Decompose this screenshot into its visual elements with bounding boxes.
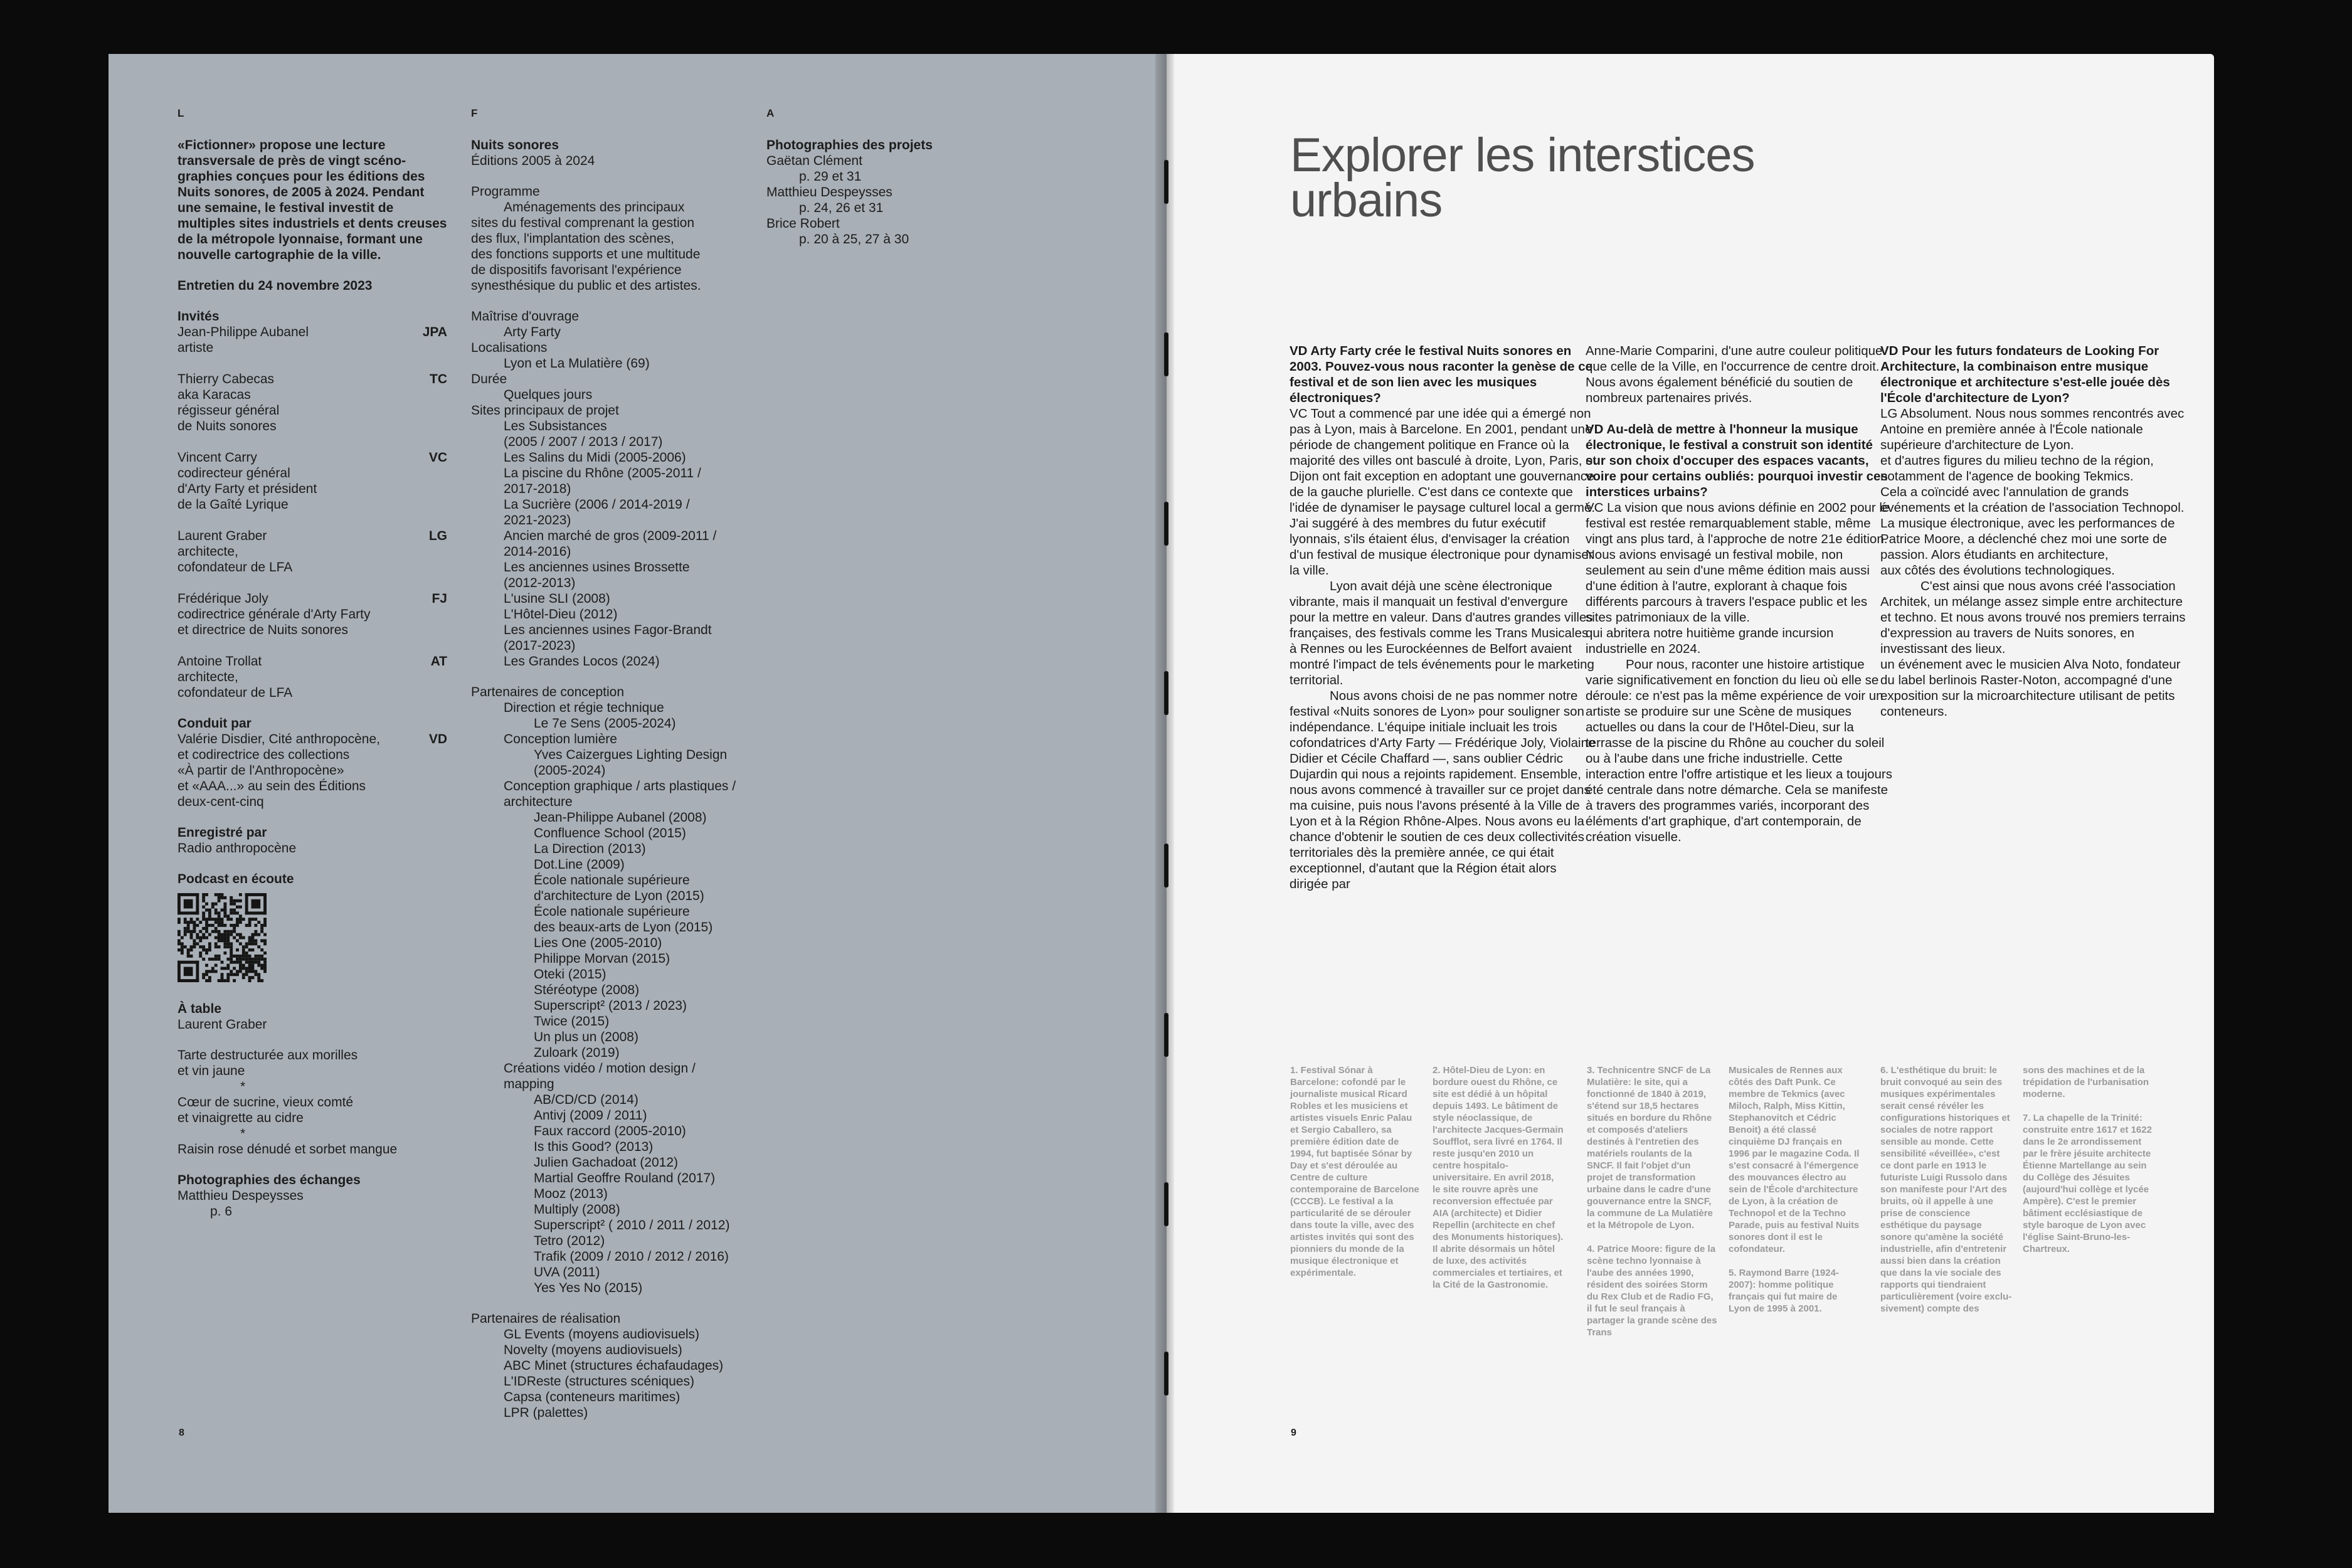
article-column-2 — [1586, 343, 1893, 845]
intro-text: «Fictionner» propose une lecture transversale de près de vingt scénographies conçues pour les éditions des Nuits sonores, de 2005 à 2024. Pendant une semaine, le festival investit de multiples sites industriels et dents creuses de la métropole lyonnaise, formant une nouvelle cartographie de la ville. — [177, 138, 447, 262]
guest-entry — [177, 324, 447, 356]
footnote: 7. La chapelle de la Trinité: construite entre 1617 et 1622 dans le 2e arrondissement par le frère jésuite architecte Étienne Martellange au sein du Collège des Jésuites (aujourd'hui collège et lycée Ampère). C'est le premier bâtiment ecclésiastique de style baroque de Lyon avec l'église Saint-Bruno-les-Chartreux. — [2023, 1113, 2152, 1254]
site-item: Les anciennes usines Fagor-Brandt — [504, 623, 712, 637]
recorded-heading: Enregistré par — [177, 825, 267, 840]
staple-stitch — [1164, 1013, 1168, 1057]
led-line: deux-cent-cinq — [177, 795, 264, 809]
answer-paragraph: LG Absolument. Nous nous sommes rencontrés avec Antoine en première année à l'École nationale supérieure d'architecture de Lyon. — [1880, 406, 2185, 452]
staple-stitch — [1164, 671, 1168, 715]
interview-question: VD Pour les futurs fondateurs de Looking For Architecture, la combinaison entre musique électronique et architecture s'est-elle jouée dès l'École d'architecture de Lyon? — [1880, 344, 2170, 405]
menu-item: * — [240, 1126, 246, 1141]
site-item: (2005 / 2007 / 2013 / 2017) — [504, 435, 663, 449]
duree-label: Durée — [471, 372, 507, 386]
guest-line: régisseur général — [177, 403, 280, 418]
title-line: Explorer les interstices — [1290, 129, 1755, 182]
answer-paragraph: VC Tout a commencé par une idée qui a émergé non pas à Lyon, mais à Barcelone. En 2001, pendant une période de changement politique en France où la majorité des villes ont basculé à droite, Lyon, Paris, et Dijon ont fait exception en adoptant une gouvernance de la gauche plurielle. C'est dans ce contexte que l'idée de dynamiser le paysage culturel local a germé. — [1290, 406, 1597, 515]
guest-line: et directrice de Nuits sonores — [177, 623, 348, 637]
video-item: Superscript² ( 2010 / 2011 / 2012) — [534, 1218, 730, 1232]
video-item: AB/CD/CD (2014) — [534, 1093, 638, 1107]
footnote: 1. Festival Sónar à Barcelone: cofondé par le journaliste musical Ricard Robles et les musiciens et artistes visuels Enric Palau et Sergio Caballero, sa première édition date de 1994, fut baptisée Sónar by Day et s'est déroulée au Centre de culture contemporaine de Barcelone (CCCB). Le festival a la particularité de se dérouler dans toute la ville, avec des artistes invités qui sont des pionniers du monde de la musique électronique et expérimentale. — [1290, 1065, 1419, 1278]
guest-entry — [177, 528, 447, 575]
realisation-item: LPR (palettes) — [504, 1406, 588, 1420]
sites-label: Sites principaux de projet — [471, 403, 619, 418]
photos-name: Matthieu Despeysses — [177, 1189, 304, 1203]
graphic-item: Zuloark (2019) — [534, 1046, 620, 1060]
site-item: Ancien marché de gros (2009-2011 / — [504, 529, 717, 543]
loc-label: Localisations — [471, 341, 548, 355]
page-number-left: 8 — [179, 1428, 184, 1438]
article-column-3 — [1880, 343, 2188, 719]
lumiere-item: Yves Caizergues Lighting Design — [534, 748, 728, 762]
guest-entry — [177, 371, 447, 434]
graphic-item: Stéréotype (2008) — [534, 983, 640, 997]
video-item: Antivj (2009 / 2011) — [534, 1108, 647, 1123]
guest-name — [177, 371, 430, 434]
graphic-item: Jean-Philippe Aubanel (2008) — [534, 810, 707, 825]
footnote: Musicales de Rennes aux côtés des Daft Punk. Ce membre de Tekmics (avec Miloch, Ralph, Miss Kittin, Stephanovitch et Cédric Benoit) a été classé cinquième DJ français en 1996 par le magazine Coda. Il s'est consacré à l'émergence des mouvances électro au sein de l'École d'architecture de Lyon, à la création de Technopol et de la Techno Parade, puis au festival Nuits sonores dont il est le cofondateur. — [1729, 1065, 1860, 1254]
answer-paragraph: C'est ainsi que nous avons créé l'association Architek, un mélange assez simple entre architecture et techno. Et nous avons trouvé nos premiers terrains d'expression au travers de Nuits sonores, en investissant des lieux. — [1880, 579, 2186, 656]
interview-question: VD Au-delà de mettre à l'honneur la musique électronique, le festival a construit son identité sur son choix d'occuper des espaces vacants, voire pour certains oubliés: pourquoi investir ces interstices urbains? — [1586, 422, 1888, 499]
footnote: 2. Hôtel-Dieu de Lyon: en bordure ouest du Rhône, ce site est dédié à un hôpital depuis 1493. Le bâtiment de style néoclassique, de l'architecte Jacques-Germain Soufflot, sera livré en 1764. Il reste jusqu'en 2010 un centre hospitalo-universitaire. En avril 2018, le site rouvre après une reconversion effectuée par AIA (architecte) et Didier Repellin (architecte en chef des Monuments historiques). Il abrite désormais un hôtel de luxe, des activités commerciales et tertiaires, et la Cité de la Gastronomie. — [1433, 1065, 1564, 1290]
loc-value: Lyon et La Mulatière (69) — [504, 356, 650, 371]
project-heading: Nuits sonores — [471, 138, 559, 152]
graphic-item: École nationale supérieure — [534, 873, 690, 887]
led-entry — [177, 731, 447, 810]
staple-stitch — [1164, 1182, 1168, 1226]
staple-stitch — [1164, 844, 1168, 887]
guest-line: cofondateur de LFA — [177, 560, 293, 575]
answer-paragraph: Nous avons choisi de ne pas nommer notre festival «Nuits sonores de Lyon» pour souligner son indépendance. L'équipe initiale incluait les trois cofondatrices d'Arty Farty — Frédérique Joly, Violaine Didier et Cécile Chaffard —, sans oublier Cédric Dujardin qui nous a rejoints rapidement. Ensemble, nous avons commencé à travailler sur ce projet dans ma cuisine, puis nous l'avons présenté à la Ville de Lyon et à la Région Rhône-Alpes. Nous avons eu la chance d'obtenir le soutien de ces deux collectivités territoriales dès la première année, ce qui était exceptionnel, d'autant que la Région était alors dirigée par — [1290, 689, 1596, 891]
guest-line: codirectrice générale d'Arty Farty — [177, 607, 371, 622]
realisation-item: Capsa (conteneurs maritimes) — [504, 1390, 681, 1404]
graphic-label-line: Conception graphique / arts plastiques / — [504, 779, 736, 793]
answer-paragraph: Anne-Marie Comparini, d'une autre couleur politique que celle de la Ville, en l'occurrence de centre droit. Nous avons également bénéficié du soutien de nombreux partenaires privés. — [1586, 344, 1883, 405]
duree-value: Quelques jours — [504, 388, 593, 402]
guest-line: artiste — [177, 341, 214, 355]
footnote-column — [1587, 1064, 1719, 1350]
footnote: 5. Raymond Barre (1924-2007): homme politique français qui fut maire de Lyon de 1995 à 2001. — [1729, 1268, 1839, 1314]
site-item: (2012-2013) — [504, 576, 576, 590]
video-item: Julien Gachadoat (2012) — [534, 1155, 678, 1170]
site-item: Les Grandes Locos (2024) — [504, 654, 660, 669]
guest-line: architecte, — [177, 544, 238, 559]
led-line: «À partir de l'Anthropocène» — [177, 763, 344, 778]
video-item: Tetro (2012) — [534, 1234, 605, 1248]
column-letter: F — [471, 107, 478, 119]
graphic-item: Dot.Line (2009) — [534, 857, 625, 872]
programme-line: de dispositifs favorisant l'expérience — [471, 263, 682, 277]
graphic-item: Oteki (2015) — [534, 967, 607, 982]
programme-line: sites du festival comprenant la gestion — [471, 216, 695, 230]
footnote-column — [1880, 1064, 2012, 1327]
answer-paragraph: aux côtés des évolutions technologiques. — [1880, 563, 2115, 578]
guest-entry — [177, 450, 447, 512]
answer-paragraph: Pour nous, raconter une histoire artistique varie significativement en fonction du lieu où elle se déroule: ce n'est pas la même expérience de voir un artiste se produire sur une Scène de musiques actuelles ou dans la cour de l'Hôtel-Dieu, sur la terrasse de la piscine du Rhône au coucher du soleil ou à l'aube dans une friche industrielle. Cette interaction entre l'offre artistique et les lieux a toujours été centrale dans notre démarche. Cela se manifeste à travers des programmes variés, incorporant des éléments d'art graphique, d'art contemporain, de création visuelle. — [1586, 657, 1892, 844]
guest-line: Thierry Cabecas — [177, 372, 275, 386]
footnote-column — [1433, 1064, 1564, 1303]
graphic-item: d'architecture de Lyon (2015) — [534, 889, 704, 903]
guest-line: aka Karacas — [177, 388, 251, 402]
video-list — [471, 1092, 766, 1296]
guest-line: cofondateur de LFA — [177, 686, 293, 700]
realisation-item: Novelty (moyens audiovisuels) — [504, 1343, 682, 1357]
project-editions: Éditions 2005 à 2024 — [471, 154, 595, 168]
site-item: 2017-2018) — [504, 482, 571, 496]
programme-label: Programme — [471, 184, 540, 199]
staple-stitch — [1164, 332, 1168, 376]
guest-name — [177, 591, 432, 638]
title-line: urbains — [1290, 174, 1443, 227]
video-label — [471, 1061, 766, 1092]
video-item: UVA (2011) — [534, 1265, 600, 1279]
partners-label: Partenaires de conception — [471, 685, 624, 699]
guests-list — [177, 324, 447, 701]
video-item: Yes Yes No (2015) — [534, 1281, 643, 1295]
graphic-item: des beaux-arts de Lyon (2015) — [534, 920, 713, 935]
video-item: Faux raccord (2005-2010) — [534, 1124, 686, 1138]
answer-paragraph: J'ai suggéré à des membres du futur exécutif lyonnais, s'ils étaient élus, d'envisager la création d'un festival de musique électronique pour dynamiser la ville. — [1290, 516, 1593, 578]
guest-line: Jean-Philippe Aubanel — [177, 325, 309, 339]
column-credits-interview — [177, 105, 447, 1219]
programme-text — [471, 199, 766, 294]
guest-line: d'Arty Farty et président — [177, 482, 317, 496]
guest-code: LG — [428, 529, 447, 543]
menu-item: Tarte destructurée aux morilles — [177, 1048, 358, 1062]
credit-name: Brice Robert — [766, 216, 840, 231]
answer-paragraph: un événement avec le musicien Alva Noto, fondateur du label berlinois Raster-Noton, accompagné d'une exposition sur la microarchitecture utilisant de petits conteneurs. — [1880, 657, 2181, 719]
guest-name — [177, 528, 429, 575]
guest-line: architecte, — [177, 670, 238, 684]
graphic-label-line: architecture — [504, 795, 573, 809]
lumiere-label: Conception lumière — [504, 732, 617, 746]
guest-code: JPA — [422, 325, 447, 339]
spacer — [1586, 406, 1893, 421]
programme-line: Aménagements des principaux — [504, 200, 685, 215]
credit-pages: p. 29 et 31 — [799, 169, 862, 184]
video-label-line: mapping — [504, 1077, 554, 1091]
moa-label: Maîtrise d'ouvrage — [471, 309, 580, 324]
answer-paragraph: qui abritera notre huitième grande incursion industrielle en 2024. — [1586, 626, 1834, 656]
podcast-qr-code[interactable] — [177, 893, 267, 982]
video-item: Multiply (2008) — [534, 1202, 620, 1217]
guest-entry — [177, 654, 447, 701]
menu-item: et vinaigrette au cidre — [177, 1111, 304, 1125]
led-row — [177, 731, 447, 810]
graphic-item: Confluence School (2015) — [534, 826, 686, 840]
podcast-heading: Podcast en écoute — [177, 872, 294, 886]
column-photo-credits — [766, 105, 1017, 247]
staple-stitch — [1164, 502, 1168, 546]
lumiere-list — [471, 747, 766, 778]
footnote-column — [1290, 1064, 1422, 1291]
graphic-label — [471, 778, 766, 810]
lumiere-item: (2005-2024) — [534, 763, 606, 778]
credit-pages: p. 20 à 25, 27 à 30 — [799, 232, 909, 246]
site-item: Les Subsistances — [504, 419, 607, 433]
site-item: (2017-2023) — [504, 638, 576, 653]
answer-paragraph: Lyon avait déjà une scène électronique vibrante, mais il manquait un festival d'envergure pour la mettre en valeur. Dans d'autres grandes villes françaises, des festivals comme les Trans Musicales à Rennes ou les Eurockéennes de Belfort avaient montré l'impact de tels événements pour le marketing territorial. — [1290, 579, 1594, 687]
credit-name: Matthieu Despeysses — [766, 185, 893, 199]
article-column-1 — [1290, 343, 1597, 892]
led-heading: Conduit par — [177, 716, 252, 731]
footnote: sons des machines et de la trépidation de l'urbanisation moderne. — [2023, 1065, 2149, 1099]
video-item: Trafik (2009 / 2010 / 2012 / 2016) — [534, 1249, 729, 1264]
menu-item: Raisin rose dénudé et sorbet mangue — [177, 1142, 398, 1157]
guest-code: TC — [430, 372, 447, 386]
guest-code: AT — [430, 654, 447, 669]
guest-line: de Nuits sonores — [177, 419, 277, 433]
led-name — [177, 731, 429, 810]
answer-paragraph: Cela a coïncidé avec l'annulation de grands événements et la création de l'association Technopol. La musique électronique, avec les performances de Patrice Moore, a déclenché chez moi une sorte de passion. Alors étudiants en architecture, — [1880, 485, 2185, 562]
column-letter: A — [766, 107, 775, 119]
led-code: VD — [428, 732, 447, 746]
site-item: 2021-2023) — [504, 513, 571, 527]
site-item: Les Salins du Midi (2005-2006) — [504, 450, 686, 465]
realisation-item: ABC Minet (structures échafaudages) — [504, 1359, 724, 1373]
led-line: Valérie Disdier, Cité anthropocène, — [177, 732, 380, 746]
realisation-item: GL Events (moyens audiovisuels) — [504, 1327, 700, 1342]
site-item: La Sucrière (2006 / 2014-2019 / — [504, 497, 690, 512]
graphic-item: École nationale supérieure — [534, 904, 690, 919]
answer-paragraph: et d'autres figures du milieu techno de la région, notamment de l'agence de booking Tekmics. — [1880, 453, 2154, 484]
guest-name — [177, 450, 429, 512]
photos-heading: Photographies des échanges — [177, 1173, 361, 1187]
spine-shadow — [1155, 54, 1174, 1513]
video-item: Mooz (2013) — [534, 1187, 608, 1201]
led-line: et codirectrice des collections — [177, 748, 350, 762]
credits-list — [766, 153, 1017, 247]
page-number-right: 9 — [1291, 1428, 1296, 1438]
guest-line: codirecteur général — [177, 466, 290, 480]
guest-line: de la Gaîté Lyrique — [177, 497, 289, 512]
realisation-item: L'IDReste (structures scéniques) — [504, 1374, 694, 1389]
guest-line: Antoine Trollat — [177, 654, 262, 669]
site-item: 2014-2016) — [504, 544, 571, 559]
guest-name — [177, 654, 431, 701]
staple-stitch — [1164, 160, 1168, 204]
column-letter: L — [177, 107, 184, 119]
graphic-item: Philippe Morvan (2015) — [534, 951, 670, 966]
footnote: 4. Patrice Moore: figure de la scène techno lyonnaise à l'aube des années 1990, résident des soirées Storm du Rex Club et de Radio FG, il fut le seul français à partager la grande scène des Trans — [1587, 1244, 1717, 1338]
graphic-list — [471, 810, 766, 1061]
guest-code: VC — [428, 450, 447, 465]
footnote: 6. L'esthétique du bruit: le bruit convoqué au sein des musiques expérimentales serait censé révéler les configurations historiques et sociales de notre rapport sensible au monde. Cette sensibilité «éveillée», c'est ce dont parle en 1913 le futuriste Luigi Russolo dans son manifeste pour l'Art des bruits, où il appelle à une prise de conscience esthétique du paysage sonore qu'amène la société industrielle, afin d'entretenir aussi bien dans la création que dans la vie sociale des rapports qui tiendraient particulièrement (voire exclusivement) compte des — [1880, 1065, 2012, 1314]
photo-credits-heading: Photographies des projets — [766, 138, 933, 152]
interview-date: Entretien du 24 novembre 2023 — [177, 278, 373, 293]
table-heading: À table — [177, 1002, 222, 1016]
graphic-item: Lies One (2005-2010) — [534, 936, 662, 950]
direction-value: Le 7e Sens (2005-2024) — [534, 716, 676, 731]
programme-line: des flux, l'implantation des scènes, — [471, 231, 674, 246]
footnote-column — [2023, 1064, 2154, 1267]
programme-line: des fonctions supports et une multitude — [471, 247, 701, 262]
photos-page: p. 6 — [210, 1204, 233, 1219]
programme-line: synesthésique du public et des artistes. — [471, 278, 701, 293]
realisation-label: Partenaires de réalisation — [471, 1311, 621, 1326]
table-host: Laurent Graber — [177, 1017, 267, 1032]
credit-pages: p. 24, 26 et 31 — [799, 201, 884, 215]
graphic-item: La Direction (2013) — [534, 842, 646, 856]
recorded-value: Radio anthropocène — [177, 841, 297, 856]
site-item: Les anciennes usines Brossette — [504, 560, 690, 575]
page-title — [1290, 129, 1855, 227]
graphic-item: Superscript² (2013 / 2023) — [534, 999, 687, 1013]
footnote-column — [1729, 1064, 1860, 1327]
site-item: L'Hôtel-Dieu (2012) — [504, 607, 618, 622]
video-item: Is this Good? (2013) — [534, 1140, 654, 1154]
menu-item: Cœur de sucrine, vieux comté — [177, 1095, 354, 1110]
staple-stitch — [1164, 1352, 1168, 1396]
interview-question: VD Arty Farty crée le festival Nuits sonores en 2003. Pouvez-vous nous raconter la genèse de ce festival et de son lien avec les musiques électroniques? — [1290, 344, 1593, 405]
graphic-item: Un plus un (2008) — [534, 1030, 638, 1044]
guest-name — [177, 324, 423, 356]
video-label-line: Créations vidéo / motion design / — [504, 1061, 696, 1076]
answer-paragraph: VC La vision que nous avions définie en 2002 pour le festival est restée remarquablement stable, même vingt ans plus tard, à l'approche de notre 21e édition. Nous avions envisagé un festival mobile, non seulement au sein d'une même édition mais aussi d'une édition à l'autre, explorant à chaque fois différents parcours à travers l'espace public et les sites patrimoniaux de la ville. — [1586, 501, 1890, 625]
guests-heading: Invités — [177, 309, 220, 324]
credit-name: Gaëtan Clément — [766, 154, 862, 168]
guest-code: FJ — [432, 591, 447, 606]
led-line: et «AAA...» au sein des Éditions — [177, 779, 366, 793]
footnote: 3. Technicentre SNCF de La Mulatière: le site, qui a fonctionné de 1840 à 2019, s'étend sur 18,5 hectares situés en bordure du Rhône et composés d'ateliers destinés à l'entretien des matériels roulants de la SNCF. Il fait l'objet d'un projet de transformation urbaine dans le cadre d'une gouvernance entre la SNCF, la commune de La Mulatière et la Métropole de Lyon. — [1587, 1065, 1713, 1231]
graphic-item: Twice (2015) — [534, 1014, 610, 1029]
column-project-sheet — [471, 105, 766, 1421]
site-item: La piscine du Rhône (2005-2011 / — [504, 466, 701, 480]
menu-item: et vin jaune — [177, 1064, 245, 1078]
guest-line: Frédérique Joly — [177, 591, 268, 606]
sites-list — [471, 418, 766, 669]
direction-label: Direction et régie technique — [504, 701, 664, 715]
realisation-list — [471, 1327, 766, 1421]
guest-line: Vincent Carry — [177, 450, 257, 465]
menu-item: * — [240, 1079, 246, 1094]
guest-entry — [177, 591, 447, 638]
moa-value: Arty Farty — [504, 325, 561, 339]
menu-list — [177, 1047, 447, 1157]
site-item: L'usine SLI (2008) — [504, 591, 610, 606]
video-item: Martial Geoffre Rouland (2017) — [534, 1171, 716, 1185]
guest-line: Laurent Graber — [177, 529, 267, 543]
